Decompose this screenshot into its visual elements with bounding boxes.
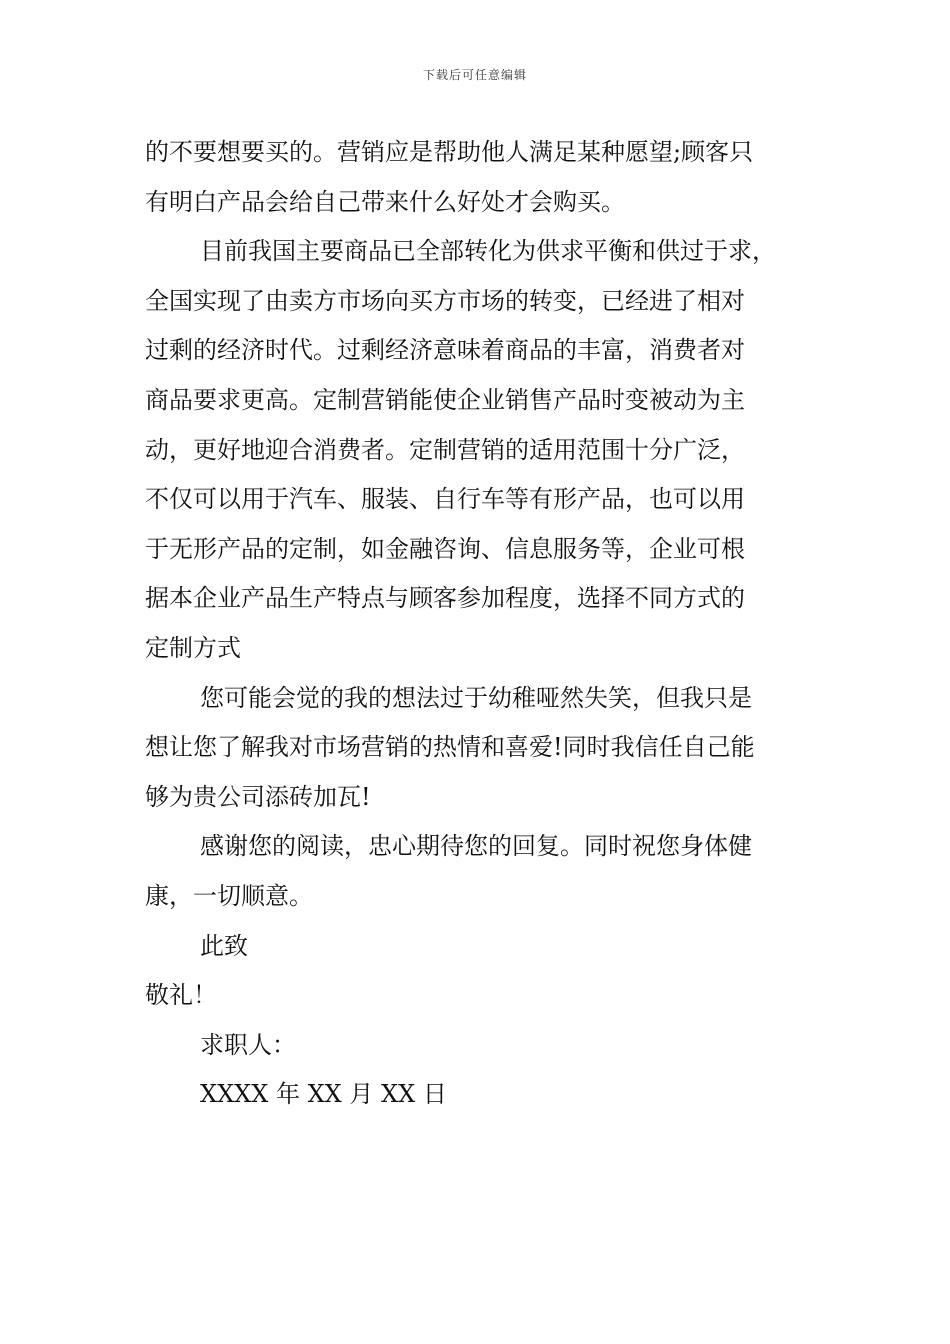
text-line: 于无形产品的定制，如金融咨询、信息服务等，企业可根 <box>145 534 745 563</box>
text-line: 康，一切顺意。 <box>145 881 313 910</box>
text-line: 不仅可以用于汽车、服装、自行车等有形产品，也可以用 <box>145 485 745 514</box>
text-line: 商品要求更高。定制营销能使企业销售产品时变被动为主 <box>145 385 745 414</box>
letter-body <box>145 128 815 1120</box>
text-line: 有明白产品会给自己带来什么好处才会购买。 <box>145 187 625 216</box>
text-line: 全国实现了由卖方市场向买方市场的转变，已经进了相对 <box>145 286 745 315</box>
page-header-note: 下载后可任意编辑 <box>422 68 527 82</box>
text-line: 想让您了解我对市场营销的热情和喜爱!同时我信任自己能 <box>145 733 755 762</box>
signature-label: 求职人： <box>200 1030 296 1059</box>
text-line: 过剩的经济时代。过剩经济意味着商品的丰富，消费者对 <box>145 336 745 365</box>
paragraph-start-line: 目前我国主要商品已全部转化为供求平衡和供过于求， <box>200 237 776 266</box>
closing-regards: 敬礼！ <box>145 981 217 1010</box>
paragraph-start-line: 您可能会觉的我的想法过于幼稚哑然失笑，但我只是 <box>200 683 752 712</box>
closing-salutation: 此致 <box>200 931 248 960</box>
paragraph-start-line: 感谢您的阅读，忠心期待您的回复。同时祝您身体健 <box>200 832 752 861</box>
text-line: 动，更好地迎合消费者。定制营销的适用范围十分广泛， <box>145 435 745 464</box>
text-line: 据本企业产品生产特点与顾客参加程度，选择不同方式的 <box>145 584 745 613</box>
text-line: 定制方式 <box>145 633 241 662</box>
date-line: XXXX 年 XX 月 XX 日 <box>200 1080 447 1109</box>
text-line: 够为贵公司添砖加瓦! <box>145 782 371 811</box>
text-line: 的不要想要买的。营销应是帮助他人满足某种愿望;顾客只 <box>145 138 754 166</box>
